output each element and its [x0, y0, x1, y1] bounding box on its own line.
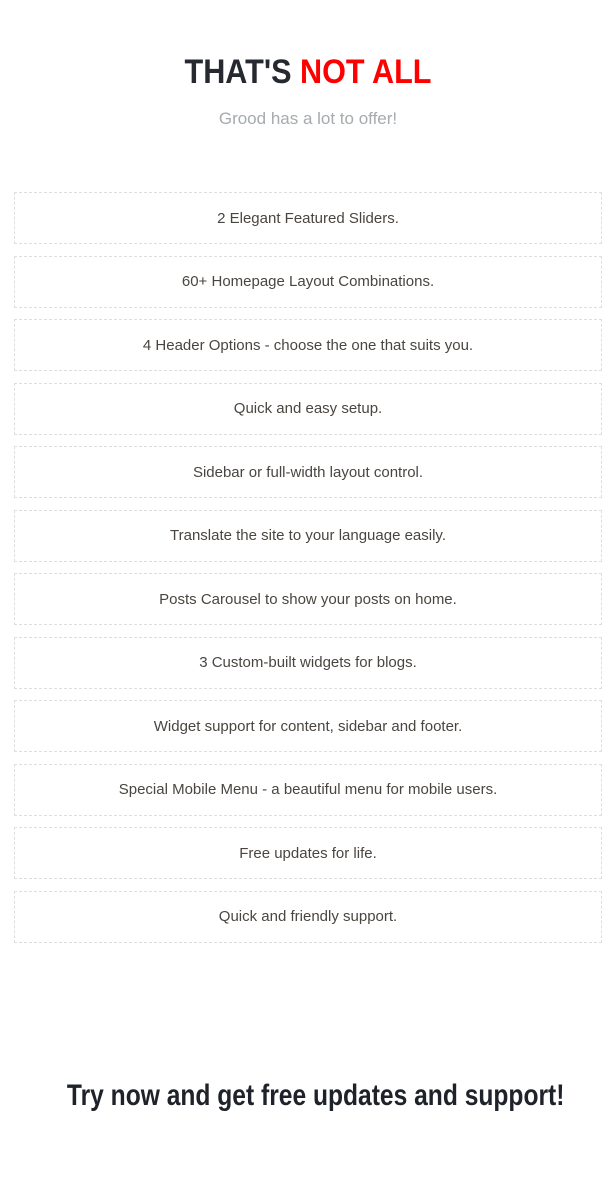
feature-item: 4 Header Options - choose the one that suits you. — [14, 319, 602, 371]
feature-item: Translate the site to your language easily. — [14, 510, 602, 562]
feature-item: Sidebar or full-width layout control. — [14, 446, 602, 498]
section-title — [43, 55, 572, 89]
feature-item: Posts Carousel to show your posts on home. — [14, 573, 602, 625]
cta-heading: Try now and get free updates and support! — [66, 1078, 565, 1112]
section-title-dark: THAT'S — [184, 53, 301, 91]
feature-item: 3 Custom-built widgets for blogs. — [14, 637, 602, 689]
feature-list — [14, 192, 602, 943]
feature-item: 60+ Homepage Layout Combinations. — [14, 256, 602, 308]
feature-item: Quick and easy setup. — [14, 383, 602, 435]
feature-item: 2 Elegant Featured Sliders. — [14, 192, 602, 244]
feature-item: Special Mobile Menu - a beautiful menu for mobile users. — [14, 764, 602, 816]
feature-item: Widget support for content, sidebar and footer. — [14, 700, 602, 752]
section-subtitle: Grood has a lot to offer! — [218, 109, 398, 128]
feature-item: Free updates for life. — [14, 827, 602, 879]
feature-item: Quick and friendly support. — [14, 891, 602, 943]
section-title-highlight: NOT ALL — [300, 53, 432, 91]
